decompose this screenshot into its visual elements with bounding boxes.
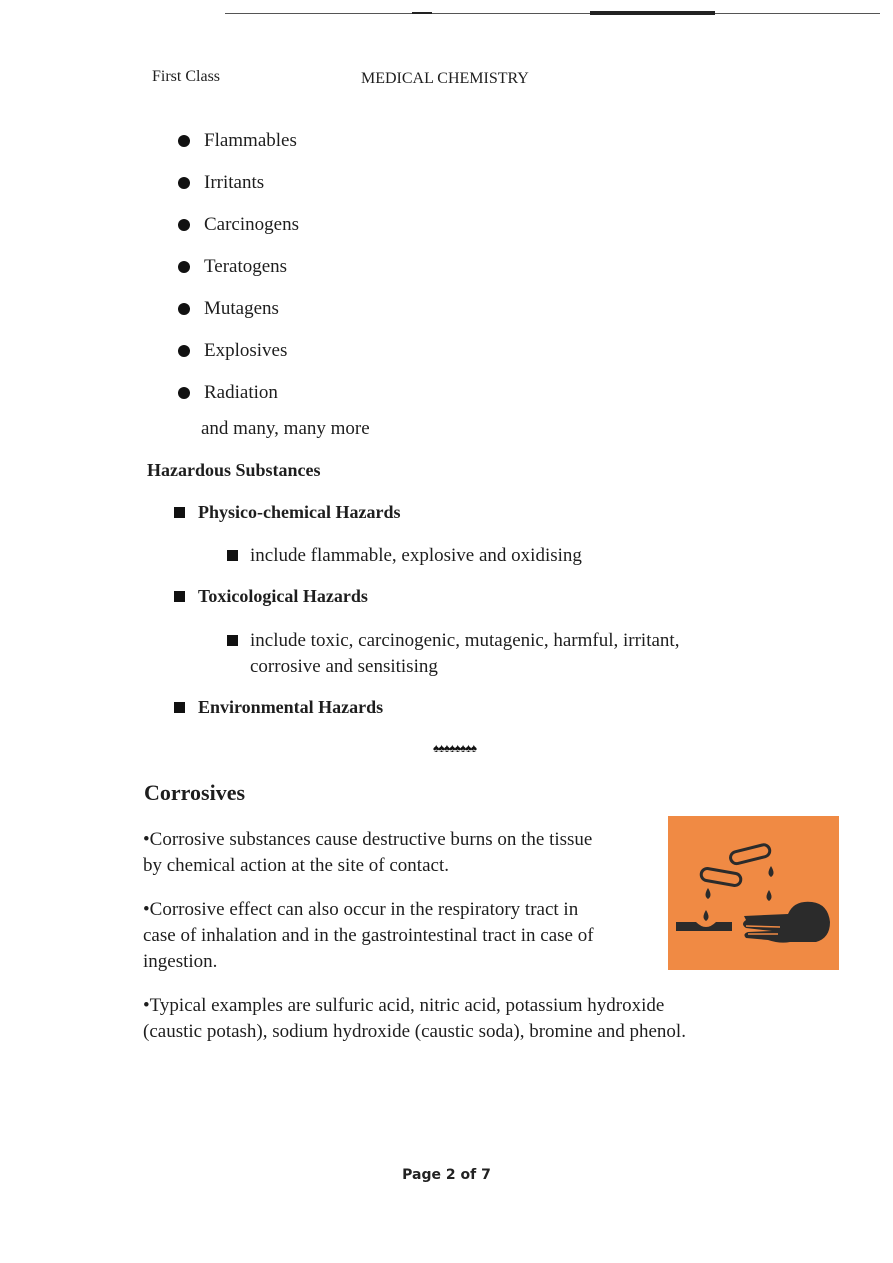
- list-item: Carcinogens: [176, 204, 299, 246]
- list-item: Explosives: [176, 330, 299, 372]
- list-item: Irritants: [176, 162, 299, 204]
- list-item: Radiation: [176, 372, 299, 414]
- bullet-icon: [178, 387, 190, 399]
- environmental-heading: Environmental Hazards: [174, 697, 383, 718]
- bullet-icon: [178, 219, 190, 231]
- bullet-icon: [178, 303, 190, 315]
- corrosive-hazard-icon: [668, 816, 839, 970]
- square-bullet-icon: [227, 635, 238, 646]
- toxicological-detail: include toxic, carcinogenic, mutagenic, harmful, irritant, corrosive and sensitising: [227, 628, 679, 680]
- hazard-list: [176, 120, 299, 414]
- scan-artifact-blot: [590, 11, 715, 15]
- square-bullet-icon: [227, 550, 238, 561]
- header-class: First Class: [152, 68, 221, 85]
- square-bullet-icon: [174, 702, 185, 713]
- physico-chemical-heading: Physico-chemical Hazards: [174, 502, 400, 523]
- bullet-icon: [178, 345, 190, 357]
- bullet-icon: [178, 135, 190, 147]
- header-subject: MEDICAL CHEMISTRY: [361, 70, 529, 87]
- corrosives-title: Corrosives: [144, 780, 246, 805]
- list-item: Mutagens: [176, 288, 299, 330]
- bullet-icon: [178, 261, 190, 273]
- bullet-icon: [178, 177, 190, 189]
- corrosives-paragraph-2: •Corrosive effect can also occur in the respiratory tract in case of inhalation and in the gastrointestinal tract in case of ingestion.: [143, 899, 594, 972]
- scan-artifact-line: [225, 13, 880, 14]
- corrosive-symbol-graphic: [668, 816, 839, 970]
- square-bullet-icon: [174, 591, 185, 602]
- hazard-list-tail: and many, many more: [201, 418, 370, 439]
- physico-chemical-detail: include flammable, explosive and oxidising: [227, 543, 582, 569]
- hazardous-substances-title: Hazardous Substances: [147, 460, 321, 480]
- scan-artifact-blot: [412, 12, 432, 14]
- corrosives-paragraph-1: •Corrosive substances cause destructive burns on the tissue by chemical action at the site of contact.: [143, 829, 593, 876]
- list-item: Teratogens: [176, 246, 299, 288]
- toxicological-heading: Toxicological Hazards: [174, 586, 368, 607]
- corrosives-paragraph-3: •Typical examples are sulfuric acid, nitric acid, potassium hydroxide (caustic potash), sodium hydroxide (caustic soda), bromine and phenol.: [143, 995, 686, 1042]
- list-item: Flammables: [176, 120, 299, 162]
- page-number: Page 2 of 7: [402, 1167, 491, 1183]
- section-divider: ♠♠♠♠♠♠♠♠: [433, 741, 476, 755]
- square-bullet-icon: [174, 507, 185, 518]
